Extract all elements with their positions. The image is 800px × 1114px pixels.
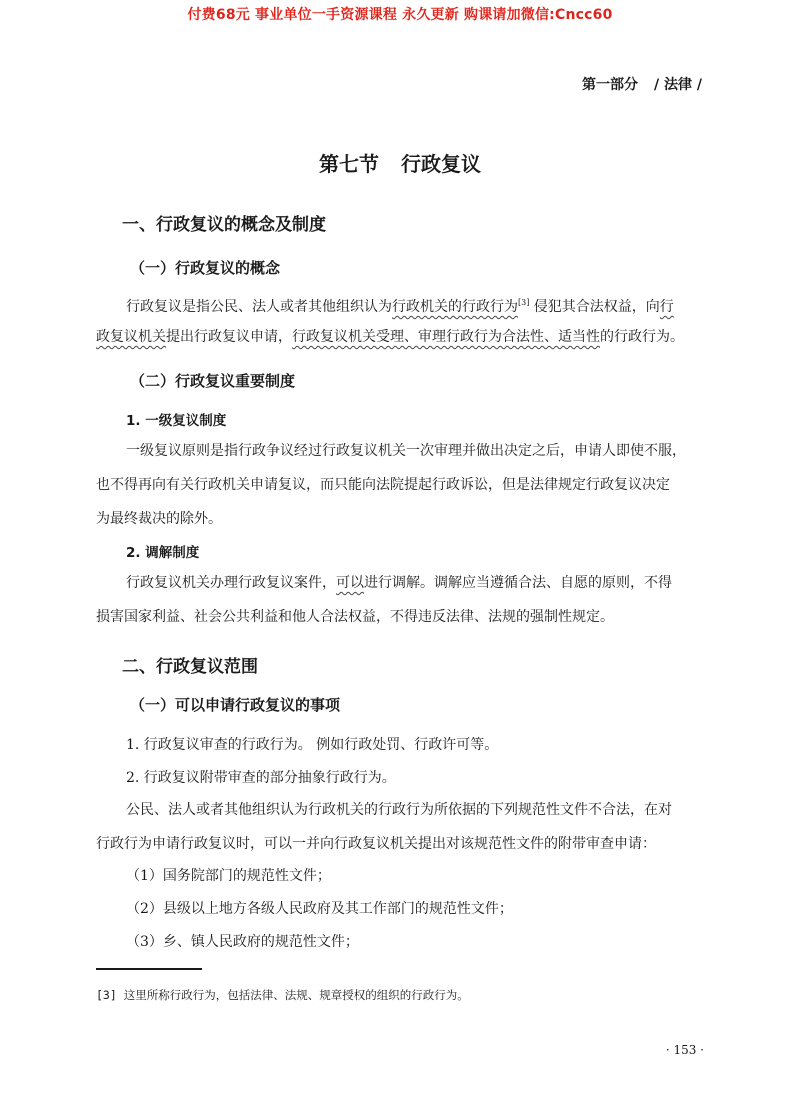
- heading-one-level-review: 1. 一级复议制度: [126, 413, 227, 429]
- header-subject: / 法律 /: [654, 77, 702, 93]
- paragraph-definition-line-1: [126, 293, 674, 317]
- sub-item-2: （2）县级以上地方各级人民政府及其工作部门的规范性文件；: [126, 901, 513, 917]
- subheading-applicable-matters: （一）可以申请行政复议的事项: [130, 696, 341, 714]
- text-run: 进行调解。调解应当遵循合法、自愿的原则，不得: [364, 575, 672, 591]
- underlined-text: 行: [659, 299, 674, 315]
- underlined-text: 行政机关的行政行为: [392, 299, 518, 315]
- heading-mediation: 2. 调解制度: [126, 545, 200, 561]
- heading-review-scope: 二、行政复议范围: [122, 657, 258, 677]
- paragraph-one-level-line-2: 也不得再向有关行政机关申请复议，而只能向法院提起行政诉讼，但是法律规定行政复议决定: [96, 477, 670, 493]
- footnote-text: [3] 这里所称行政行为，包括法律、法规、规章授权的组织的行政行为。: [96, 988, 469, 1002]
- paragraph-mediation-line-2: 损害国家利益、社会公共利益和他人合法权益，不得违反法律、法规的强制性规定。: [96, 609, 614, 625]
- paragraph-definition-line-2: [96, 327, 684, 347]
- text-run: 行政复议机关办理行政复议案件，: [126, 575, 336, 591]
- underlined-text: 行政复议机关受理、审理行政行为合法性、适当性: [292, 329, 600, 345]
- footnote-ref: [3]: [518, 298, 530, 307]
- underlined-text: 可以: [336, 575, 364, 591]
- section-title: [0, 148, 800, 177]
- section-name: 行政复议: [401, 152, 481, 176]
- list-item-1: 1. 行政复议审查的行政行为。 例如行政处罚、行政许可等。: [126, 737, 499, 753]
- sub-item-3: （3）乡、镇人民政府的规范性文件；: [126, 934, 359, 950]
- underlined-text: 政复议机关: [96, 329, 166, 345]
- heading-concept-and-system: 一、行政复议的概念及制度: [122, 215, 326, 235]
- text-run: 提出行政复议申请，: [166, 329, 292, 345]
- list-item-2: 2. 行政复议附带审查的部分抽象行政行为。: [126, 770, 396, 786]
- sub-item-1: （1）国务院部门的规范性文件；: [126, 868, 331, 884]
- page-number: · 153 ·: [665, 1043, 704, 1057]
- paragraph-normative-docs-line-1: 公民、法人或者其他组织认为行政机关的行政行为所依据的下列规范性文件不合法，在对: [126, 802, 672, 818]
- subheading-concept: （一）行政复议的概念: [130, 259, 281, 277]
- text-run: 行政复议是指公民、法人或者其他组织认为: [126, 299, 392, 315]
- footnote-divider: [96, 968, 202, 970]
- paragraph-one-level-line-1: 一级复议原则是指行政争议经过行政复议机关一次审理并做出决定之后，申请人即使不服，: [126, 443, 686, 459]
- paragraph-mediation-line-1: [126, 573, 672, 593]
- paragraph-one-level-line-3: 为最终裁决的除外。: [96, 511, 222, 527]
- subheading-important-systems: （二）行政复议重要制度: [130, 372, 296, 390]
- watermark-banner: 付费68元 事业单位一手资源课程 永久更新 购课请加微信:Cncc60: [187, 7, 613, 23]
- header-part: 第一部分: [582, 77, 639, 93]
- text-run: 的行政行为。: [600, 329, 684, 345]
- paragraph-normative-docs-line-2: 行政行为申请行政复议时，可以一并向行政复议机关提出对该规范性文件的附带审查申请：: [96, 836, 656, 852]
- running-header: [582, 74, 702, 94]
- text-run: 侵犯其合法权益，向: [529, 299, 660, 315]
- section-number: 第七节: [319, 152, 379, 176]
